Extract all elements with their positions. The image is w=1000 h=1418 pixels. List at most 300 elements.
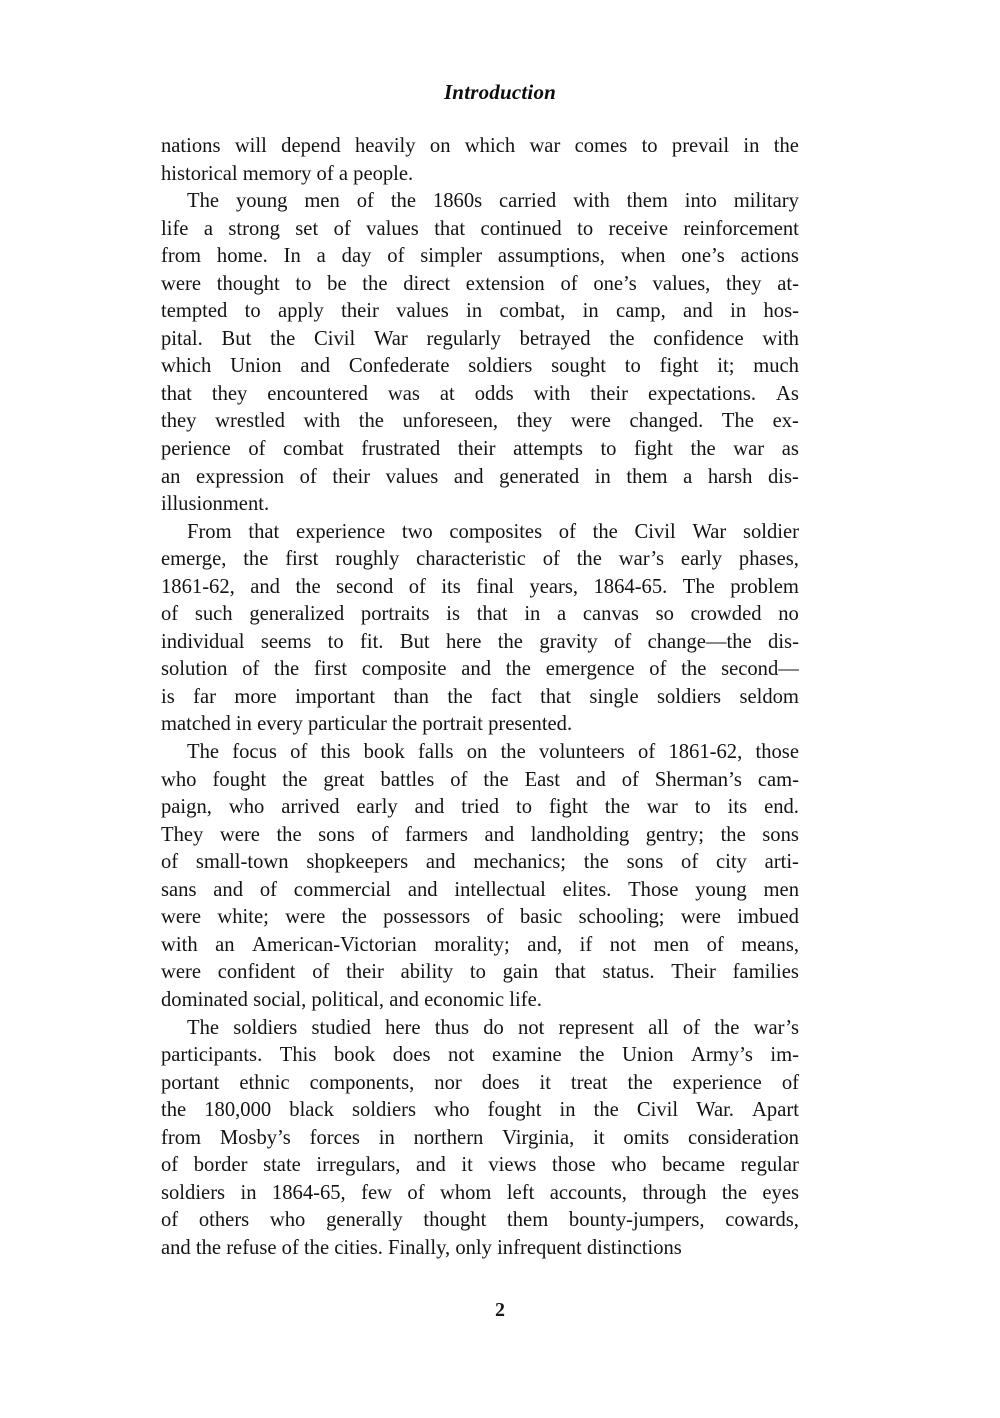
text-line	[161, 629, 799, 657]
word: them	[626, 465, 668, 488]
word: prevail	[671, 135, 730, 157]
word: of	[408, 575, 426, 598]
word: they	[726, 272, 762, 295]
word: war	[529, 135, 561, 157]
word: were	[570, 410, 611, 433]
word: But	[399, 630, 430, 653]
word: the	[161, 1099, 187, 1122]
word: combat,	[499, 300, 566, 323]
word: much	[753, 355, 799, 378]
word: values,	[652, 272, 711, 295]
word: the	[681, 658, 707, 681]
word: men	[653, 933, 690, 956]
word: shopkeepers	[306, 851, 409, 874]
word: that	[248, 520, 280, 543]
word: changed.	[629, 410, 704, 433]
word: continued	[480, 217, 562, 240]
word: receive	[608, 217, 668, 240]
word: and	[453, 465, 484, 488]
word: Apart	[752, 1099, 799, 1122]
word: of	[486, 906, 504, 929]
word: confident	[217, 961, 296, 984]
word: a	[683, 465, 693, 488]
text-line	[161, 739, 799, 767]
word: paign,	[161, 796, 212, 819]
word: The	[187, 1016, 220, 1039]
word: forces	[309, 1126, 360, 1149]
word: of	[638, 741, 656, 764]
word: in	[466, 300, 483, 323]
word: such	[194, 603, 233, 626]
word: regularly	[426, 327, 501, 350]
word: who	[269, 1209, 306, 1232]
word: commercial	[293, 878, 391, 901]
word: on	[429, 135, 451, 157]
word: white;	[217, 906, 269, 929]
word: soldiers	[233, 1016, 298, 1039]
word: the	[497, 630, 523, 653]
word: combat	[283, 438, 344, 461]
word: and	[683, 300, 713, 323]
word: young	[235, 190, 288, 213]
word: families	[732, 961, 799, 984]
text-line: historical memory of a people.	[161, 162, 414, 185]
word: individual	[161, 630, 245, 653]
text-line	[161, 408, 799, 436]
word: their	[590, 382, 628, 405]
word: ethnic	[239, 1071, 290, 1094]
word: pital.	[161, 327, 203, 350]
word: elites.	[562, 878, 612, 901]
text-line	[161, 436, 799, 464]
word: the	[447, 685, 473, 708]
paragraph	[161, 1015, 799, 1263]
word: the	[282, 768, 308, 791]
word: sans	[161, 878, 197, 901]
text-line	[161, 1125, 799, 1153]
word: home.	[216, 245, 268, 268]
word: of	[299, 465, 317, 488]
word: in	[594, 465, 611, 488]
word: As	[775, 382, 799, 405]
word: this	[320, 741, 351, 764]
word: cam-	[757, 768, 799, 791]
text-line: dominated social, political, and economic life.	[161, 988, 542, 1011]
word: its	[441, 575, 461, 598]
word: to	[577, 217, 594, 240]
word: in	[378, 1126, 395, 1149]
word: War.	[696, 1099, 734, 1122]
word: bounty-jumpers,	[568, 1209, 705, 1232]
word: sons	[626, 851, 664, 874]
word: and	[414, 796, 445, 819]
word: were	[161, 906, 202, 929]
word: first	[285, 548, 319, 571]
word: dis-	[767, 465, 799, 488]
word: status.	[602, 961, 655, 984]
word: actions	[740, 245, 799, 268]
word: day	[341, 245, 372, 268]
word: it	[539, 1071, 551, 1094]
word: book	[333, 1044, 376, 1067]
word: examine	[491, 1044, 562, 1067]
word: arti-	[764, 851, 799, 874]
word: Union	[230, 355, 282, 378]
word: those	[552, 1154, 596, 1177]
word: the	[690, 438, 716, 461]
word: Civil	[636, 1099, 679, 1122]
word: ability	[400, 961, 454, 984]
word: the	[500, 741, 526, 764]
word: if	[579, 933, 593, 956]
page-number-folio: 2	[495, 1299, 505, 1321]
word: their	[457, 438, 496, 461]
word: in	[559, 1099, 576, 1122]
word: which	[161, 355, 212, 378]
word: final	[476, 575, 514, 598]
word: small-town	[195, 851, 289, 874]
word: tempted	[161, 300, 228, 323]
word: of	[161, 1209, 179, 1232]
word: northern	[413, 1126, 484, 1149]
word: 1864-65.	[593, 575, 668, 598]
word: change—the	[647, 630, 752, 653]
word: of	[560, 272, 578, 295]
text-line	[161, 1070, 799, 1098]
word: of	[558, 520, 576, 543]
word: border	[193, 1154, 248, 1177]
word: Civil	[634, 520, 676, 543]
word: those	[755, 741, 799, 764]
word: seldom	[739, 685, 799, 708]
word: views	[488, 1154, 537, 1177]
word: portant	[161, 1071, 220, 1094]
word: military	[733, 190, 799, 213]
word: will	[234, 135, 267, 157]
word: Sherman’s	[654, 768, 742, 791]
word: wrestled	[215, 410, 285, 433]
word: components,	[309, 1071, 415, 1094]
word: a	[316, 245, 326, 268]
word: perience	[161, 438, 231, 461]
word: of	[781, 1071, 799, 1094]
word: at	[439, 382, 455, 405]
word: its	[727, 796, 748, 819]
word: far	[193, 685, 216, 708]
word: single	[589, 685, 639, 708]
word: set	[295, 217, 319, 240]
word: young	[695, 878, 747, 901]
word: not	[609, 933, 637, 956]
word: camp,	[615, 300, 666, 323]
word: and	[250, 575, 280, 598]
word: second—	[721, 658, 799, 681]
word: it	[593, 1126, 605, 1149]
word: carried	[499, 190, 557, 213]
word: and	[425, 851, 456, 874]
word: of	[407, 1181, 425, 1204]
word: two	[401, 520, 433, 543]
word: nations	[161, 135, 221, 157]
text-line	[161, 519, 799, 547]
word: American-Victorian	[252, 933, 417, 956]
word: soldier	[742, 520, 799, 543]
word: problem	[730, 575, 799, 598]
word: of	[161, 603, 179, 626]
text-line	[161, 656, 799, 684]
word: the	[720, 823, 746, 846]
word: early	[356, 796, 398, 819]
word: generalized	[249, 603, 345, 626]
word: the	[604, 796, 630, 819]
word: experience	[672, 1071, 762, 1094]
text-line: and the refuse of the cities. Finally, only infrequent distinctions	[161, 1236, 682, 1259]
word: crowded	[690, 603, 762, 626]
text-line	[161, 877, 799, 905]
text-line	[161, 243, 799, 271]
text-line	[161, 684, 799, 712]
word: who	[228, 796, 265, 819]
word: whom	[439, 1181, 492, 1204]
text-line	[161, 574, 799, 602]
word: they	[516, 410, 553, 433]
text-line	[161, 381, 799, 409]
word: extension	[465, 272, 545, 295]
word: studied	[311, 1016, 371, 1039]
word: of	[161, 851, 179, 874]
word: thought	[216, 272, 280, 295]
word: cowards,	[725, 1209, 799, 1232]
word: odds	[474, 382, 514, 405]
word: The	[187, 741, 220, 764]
word: 1861-62,	[668, 741, 743, 764]
word: here	[445, 630, 482, 653]
word: expression	[196, 465, 285, 488]
word: 1861-62,	[161, 575, 235, 598]
word: the	[390, 190, 416, 213]
text-line	[161, 133, 799, 161]
word: great	[323, 768, 365, 791]
word: irregulars,	[316, 1154, 401, 1177]
word: the	[721, 1181, 747, 1204]
word: here	[385, 1016, 421, 1039]
word: apply	[278, 300, 324, 323]
word: solution	[161, 658, 228, 681]
word: the	[583, 851, 609, 874]
word: book	[363, 741, 405, 764]
text-line	[161, 904, 799, 932]
word: second	[336, 575, 394, 598]
word: through	[642, 1181, 707, 1204]
word: gentry;	[645, 823, 705, 846]
word: of	[706, 933, 724, 956]
word: war’s	[753, 1016, 799, 1039]
word: in	[730, 300, 747, 323]
word: confidence	[653, 327, 744, 350]
word: and	[484, 823, 515, 846]
word: be	[327, 272, 347, 295]
word: who	[434, 1099, 470, 1122]
word: black	[289, 1099, 334, 1122]
word: 1864-65,	[271, 1181, 346, 1204]
text-line	[161, 353, 799, 381]
word: The	[187, 190, 220, 213]
word: schooling;	[578, 906, 665, 929]
word: represent	[558, 1016, 634, 1039]
word: no	[778, 603, 799, 626]
word: to	[641, 135, 658, 157]
word: landholding	[530, 823, 630, 846]
word: Civil	[314, 327, 356, 350]
word: depend	[281, 135, 341, 157]
word: treat	[570, 1071, 608, 1094]
word: emerge,	[161, 548, 227, 571]
word: Their	[671, 961, 716, 984]
word: and	[407, 878, 438, 901]
word: than	[393, 685, 429, 708]
word: War	[692, 520, 727, 543]
text-line	[161, 1207, 799, 1235]
word: In	[283, 245, 301, 268]
word: falls	[418, 741, 454, 764]
word: to	[327, 630, 344, 653]
word: values	[385, 465, 439, 488]
text-line	[161, 601, 799, 629]
word: them	[626, 190, 668, 213]
word: fight	[548, 796, 588, 819]
word: The	[721, 410, 754, 433]
word: sons	[318, 823, 355, 846]
word: soldiers	[161, 1181, 226, 1204]
word: they	[211, 382, 248, 405]
word: an	[161, 465, 181, 488]
word: to	[624, 355, 641, 378]
word: in	[524, 603, 541, 626]
word: fit.	[360, 630, 384, 653]
word: phases,	[738, 548, 799, 571]
word: in	[582, 300, 599, 323]
word: a	[203, 217, 213, 240]
word: composites	[449, 520, 543, 543]
word: intellectual	[454, 878, 546, 901]
word: the	[593, 1099, 619, 1122]
word: more	[234, 685, 277, 708]
text-line	[161, 932, 799, 960]
word: heavily	[354, 135, 416, 157]
word: the	[341, 906, 367, 929]
text-line: illusionment.	[161, 493, 270, 516]
word: were	[161, 961, 202, 984]
word: of	[259, 878, 277, 901]
word: strong	[228, 217, 280, 240]
word: years,	[529, 575, 579, 598]
word: to	[469, 961, 486, 984]
word: 1860s	[432, 190, 483, 213]
word: portraits	[360, 603, 430, 626]
word: is	[161, 685, 175, 708]
word: to	[295, 272, 312, 295]
paragraph	[161, 519, 799, 739]
word: the	[576, 548, 602, 571]
word: an	[215, 933, 235, 956]
text-line	[161, 188, 799, 216]
word: in	[743, 135, 760, 157]
word: roughly	[335, 548, 400, 571]
word: life	[161, 217, 189, 240]
word: characteristic	[416, 548, 526, 571]
word: early	[680, 548, 723, 571]
word: one’s	[681, 245, 725, 268]
word: from	[161, 1126, 202, 1149]
word: sought	[551, 355, 607, 378]
word: that	[554, 961, 586, 984]
word: is	[446, 603, 461, 626]
word: and	[576, 768, 606, 791]
word: their	[346, 961, 384, 984]
word: the	[714, 1016, 740, 1039]
word: so	[655, 603, 674, 626]
word: sons	[762, 823, 799, 846]
word: state	[263, 1154, 301, 1177]
word: the	[505, 658, 531, 681]
word: from	[161, 245, 202, 268]
word: Union	[622, 1044, 674, 1067]
text-line	[161, 298, 799, 326]
word: seems	[260, 630, 312, 653]
word: of	[242, 658, 260, 681]
word: accounts,	[549, 1181, 627, 1204]
word: arrived	[281, 796, 340, 819]
word: the	[627, 1071, 653, 1094]
word: the	[609, 327, 635, 350]
word: they	[161, 410, 197, 433]
word: and	[416, 1154, 446, 1177]
word: of	[333, 217, 351, 240]
word: fight	[659, 355, 699, 378]
word: it;	[717, 355, 735, 378]
word: city	[715, 851, 747, 874]
word: others	[198, 1209, 250, 1232]
word: The	[682, 575, 715, 598]
body-text-block	[161, 133, 799, 1262]
word: eyes	[762, 1181, 799, 1204]
word: were	[285, 906, 326, 929]
word: became	[662, 1154, 725, 1177]
word: soldiers	[657, 685, 722, 708]
word: men	[304, 190, 340, 213]
word: in	[240, 1181, 257, 1204]
word: and	[213, 878, 244, 901]
word: fought	[212, 768, 267, 791]
word: was	[387, 382, 420, 405]
word: of	[248, 438, 266, 461]
word: volunteers	[538, 741, 625, 764]
word: of	[450, 768, 468, 791]
word: consideration	[688, 1126, 799, 1149]
word: of	[649, 658, 667, 681]
word: the	[592, 520, 618, 543]
word: who	[161, 768, 197, 791]
word: East	[524, 768, 561, 791]
word: to	[244, 300, 261, 323]
word: with	[161, 933, 198, 956]
word: not	[448, 1044, 475, 1067]
word: im-	[770, 1044, 799, 1067]
word: with	[533, 382, 571, 405]
word: nor	[434, 1071, 462, 1094]
word: morality;	[434, 933, 510, 956]
text-line	[161, 1180, 799, 1208]
